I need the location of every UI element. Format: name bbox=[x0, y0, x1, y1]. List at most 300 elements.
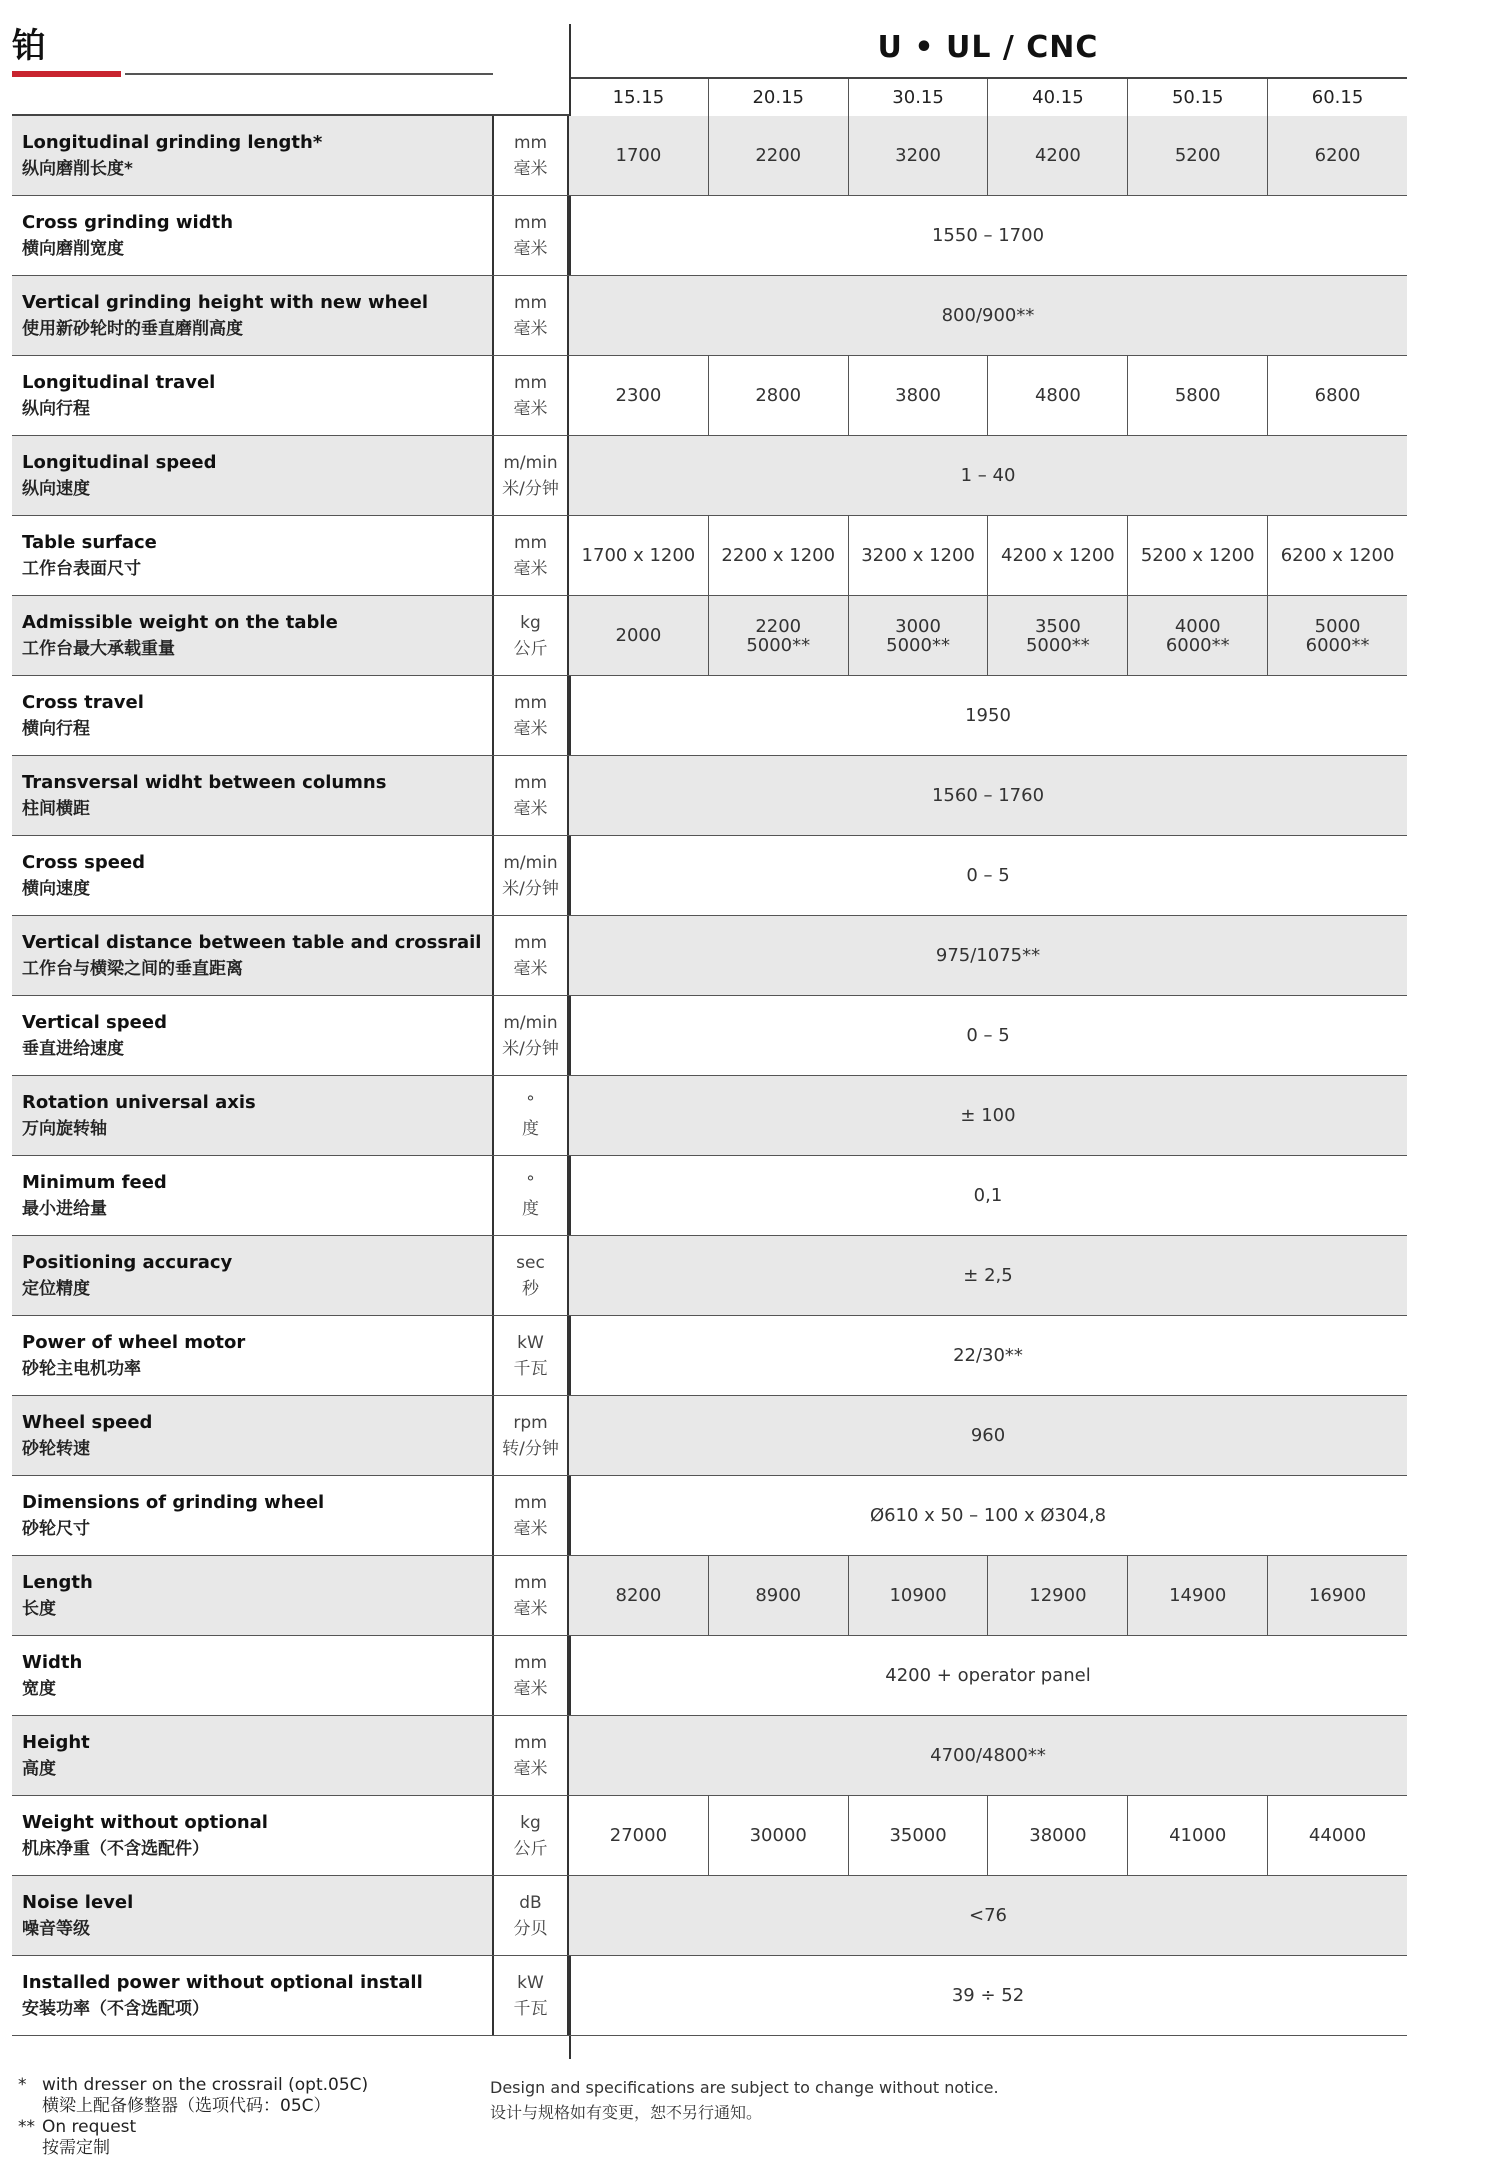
spec-row bbox=[12, 436, 1407, 516]
spec-label bbox=[12, 1396, 492, 1475]
spec-value-merged: ± 2,5 bbox=[963, 1265, 1013, 1286]
spec-row bbox=[12, 996, 1407, 1076]
spec-value-text: 12900 bbox=[1029, 1585, 1087, 1606]
spec-value-merged: 1950 bbox=[965, 705, 1011, 726]
spec-unit bbox=[492, 676, 569, 755]
spec-label-en: Transversal widht between columns bbox=[22, 771, 387, 793]
spec-label-cn: 安装功率（不含选配项） bbox=[22, 1998, 209, 2019]
spec-label bbox=[12, 916, 492, 995]
spec-value-text: 4000 bbox=[1174, 615, 1221, 637]
spec-unit bbox=[492, 516, 569, 595]
model-header-cell: 60.15 bbox=[1311, 87, 1364, 108]
spec-label bbox=[12, 1636, 492, 1715]
spec-unit-en: kW bbox=[517, 1972, 544, 1993]
spec-value-cell bbox=[569, 1796, 709, 1875]
spec-label-en: Cross travel bbox=[22, 691, 144, 713]
spec-value-cell bbox=[849, 1796, 989, 1875]
spec-unit-cn: 千瓦 bbox=[513, 1998, 548, 2019]
spec-label-cn: 砂轮主电机功率 bbox=[22, 1358, 141, 1379]
spec-value-text: 6200 bbox=[1314, 145, 1361, 166]
spec-value-cell bbox=[709, 1556, 849, 1635]
spec-row bbox=[12, 596, 1407, 676]
spec-unit-en: mm bbox=[513, 212, 548, 233]
spec-unit-cn: 毫米 bbox=[513, 958, 548, 979]
spec-unit bbox=[492, 436, 569, 515]
spec-value-cell bbox=[1128, 596, 1268, 675]
model-header-cell: 50.15 bbox=[1128, 79, 1268, 116]
spec-label-en: Admissible weight on the table bbox=[22, 611, 338, 633]
spec-values bbox=[569, 1796, 1407, 1875]
spec-unit bbox=[492, 1316, 569, 1395]
spec-values bbox=[569, 276, 1407, 355]
spec-row bbox=[12, 196, 1407, 276]
spec-label-en: Cross speed bbox=[22, 851, 146, 873]
model-header-row bbox=[569, 79, 1407, 116]
spec-value-text: 4200 bbox=[1034, 145, 1081, 166]
spec-unit bbox=[492, 1556, 569, 1635]
spec-value-text: 2200 bbox=[755, 615, 802, 637]
disclaimer-cn: 设计与规格如有变更，恕不另行通知。 bbox=[490, 2103, 763, 2122]
spec-value-text: 30000 bbox=[749, 1825, 807, 1846]
spec-label-cn: 横向磨削宽度 bbox=[22, 238, 124, 259]
spec-value-cell bbox=[1128, 1796, 1268, 1875]
spec-label-en: Length bbox=[22, 1571, 93, 1593]
spec-value-text: 2000 bbox=[615, 625, 662, 646]
footnote-1 bbox=[18, 2075, 368, 2096]
spec-label bbox=[12, 1956, 492, 2035]
spec-row bbox=[12, 1716, 1407, 1796]
spec-unit-en: ° bbox=[526, 1092, 535, 1113]
series-title: U • UL / CNC bbox=[877, 30, 1099, 65]
spec-row bbox=[12, 1796, 1407, 1876]
spec-value-text: 6200 x 1200 bbox=[1280, 545, 1395, 566]
spec-label bbox=[12, 1156, 492, 1235]
spec-label bbox=[12, 836, 492, 915]
spec-unit-en: mm bbox=[513, 132, 548, 153]
title-accent-bar bbox=[12, 71, 121, 77]
spec-value-cell bbox=[1268, 1556, 1407, 1635]
spec-label-en: Longitudinal travel bbox=[22, 371, 216, 393]
spec-value-text: 8200 bbox=[615, 1585, 662, 1606]
spec-unit-cn: 秒 bbox=[522, 1278, 539, 1299]
spec-unit bbox=[492, 1476, 569, 1555]
model-header-cell: 20.15 bbox=[709, 79, 849, 116]
spec-row bbox=[12, 1076, 1407, 1156]
spec-unit bbox=[492, 756, 569, 835]
spec-values bbox=[569, 116, 1407, 195]
spec-label-cn: 高度 bbox=[22, 1758, 56, 1779]
spec-values bbox=[569, 996, 1407, 1075]
spec-value-cell bbox=[569, 1556, 709, 1635]
spec-label-cn: 工作台最大承载重量 bbox=[22, 638, 175, 659]
spec-value-text: 41000 bbox=[1169, 1825, 1227, 1846]
spec-values bbox=[569, 1476, 1407, 1555]
spec-value-text: 4200 x 1200 bbox=[1001, 545, 1115, 566]
spec-value-cell bbox=[849, 1556, 989, 1635]
spec-value-text: 5800 bbox=[1174, 385, 1221, 406]
spec-label-cn: 纵向行程 bbox=[22, 398, 90, 419]
spec-value-cell bbox=[709, 116, 849, 195]
spec-unit-cn: 公斤 bbox=[513, 1838, 548, 1859]
spec-unit-cn: 毫米 bbox=[513, 1598, 548, 1619]
spec-unit-cn: 米/分钟 bbox=[502, 878, 559, 899]
spec-unit bbox=[492, 1076, 569, 1155]
spec-label bbox=[12, 1716, 492, 1795]
spec-unit-en: rpm bbox=[513, 1412, 548, 1433]
spec-row bbox=[12, 276, 1407, 356]
footnote-mark: ** bbox=[18, 2117, 35, 2137]
spec-label-cn: 砂轮转速 bbox=[22, 1438, 90, 1459]
spec-label-en: Vertical distance between table and crossrail bbox=[22, 931, 482, 953]
spec-value-merged: <76 bbox=[969, 1905, 1007, 1926]
spec-row bbox=[12, 1156, 1407, 1236]
model-header-cell: 40.15 bbox=[988, 79, 1128, 116]
spec-value-cell bbox=[1128, 1556, 1268, 1635]
spec-label bbox=[12, 1796, 492, 1875]
spec-values bbox=[569, 1876, 1407, 1955]
spec-value-cell bbox=[569, 356, 709, 435]
footnote-text-en: with dresser on the crossrail (opt.05C) bbox=[42, 2075, 369, 2095]
spec-label bbox=[12, 1476, 492, 1555]
spec-row bbox=[12, 1956, 1407, 2036]
spec-value-merged: 800/900** bbox=[941, 305, 1035, 326]
spec-value-text: 3800 bbox=[895, 385, 941, 406]
spec-label-en: Longitudinal grinding length* bbox=[22, 131, 323, 153]
spec-row bbox=[12, 676, 1407, 756]
spec-value-merged: 1 – 40 bbox=[960, 465, 1016, 486]
spec-values bbox=[569, 1236, 1407, 1315]
spec-label bbox=[12, 996, 492, 1075]
spec-unit bbox=[492, 596, 569, 675]
spec-value-cell bbox=[1268, 516, 1407, 595]
spec-row bbox=[12, 756, 1407, 836]
spec-value-text: 16900 bbox=[1308, 1585, 1367, 1606]
spec-value-merged: 39 ÷ 52 bbox=[951, 1985, 1025, 2006]
spec-label-en: Installed power without optional install bbox=[22, 1971, 423, 1993]
spec-unit bbox=[492, 1716, 569, 1795]
spec-unit-cn: 毫米 bbox=[513, 718, 548, 739]
spec-value-text: 5000 bbox=[1314, 615, 1361, 637]
spec-unit bbox=[492, 1876, 569, 1955]
spec-value-text: 5000** bbox=[1025, 634, 1090, 656]
spec-value-text: 5200 x 1200 bbox=[1140, 545, 1255, 566]
spec-value-cell bbox=[988, 1796, 1128, 1875]
title-divider bbox=[125, 73, 493, 75]
spec-unit-en: kg bbox=[520, 612, 541, 633]
spec-unit bbox=[492, 1236, 569, 1315]
disclaimer-en: Design and specifications are subject to change without notice. bbox=[490, 2078, 999, 2097]
spec-value-merged: 4700/4800** bbox=[930, 1745, 1046, 1766]
spec-value-text: 8900 bbox=[755, 1585, 802, 1606]
spec-values bbox=[569, 756, 1407, 835]
footnote-text-cn: 按需定制 bbox=[42, 2138, 110, 2158]
spec-label bbox=[12, 1236, 492, 1315]
footnote-mark: * bbox=[18, 2075, 27, 2095]
spec-unit bbox=[492, 1396, 569, 1475]
spec-value-cell bbox=[1128, 516, 1268, 595]
spec-values bbox=[569, 1556, 1407, 1635]
spec-label-cn: 定位精度 bbox=[22, 1278, 90, 1299]
spec-unit-cn: 转/分钟 bbox=[502, 1438, 559, 1459]
spec-label-en: Weight without optional bbox=[22, 1811, 268, 1833]
spec-unit-en: mm bbox=[513, 692, 548, 713]
spec-value-text: 6800 bbox=[1314, 385, 1361, 406]
spec-values bbox=[569, 676, 1407, 755]
spec-row bbox=[12, 116, 1407, 196]
spec-value-text: 38000 bbox=[1029, 1825, 1087, 1846]
spec-label-cn: 机床净重（不含选配件） bbox=[22, 1838, 209, 1859]
spec-label-cn: 最小进给量 bbox=[22, 1198, 107, 1219]
spec-row bbox=[12, 516, 1407, 596]
spec-unit bbox=[492, 356, 569, 435]
spec-row bbox=[12, 1316, 1407, 1396]
spec-unit-cn: 千瓦 bbox=[513, 1358, 548, 1379]
spec-label bbox=[12, 1556, 492, 1635]
spec-label-en: Dimensions of grinding wheel bbox=[22, 1491, 325, 1513]
spec-label bbox=[12, 116, 492, 195]
spec-values bbox=[569, 1076, 1407, 1155]
spec-value-text: 3200 bbox=[895, 145, 941, 166]
spec-unit-en: dB bbox=[519, 1892, 542, 1913]
spec-unit-en: mm bbox=[513, 772, 548, 793]
spec-label-cn: 长度 bbox=[22, 1598, 56, 1619]
spec-values bbox=[569, 1396, 1407, 1475]
spec-label-cn: 纵向速度 bbox=[22, 478, 90, 499]
spec-unit-cn: 毫米 bbox=[513, 1518, 548, 1539]
spec-value-merged: 1550 – 1700 bbox=[931, 225, 1045, 246]
disclaimer bbox=[490, 2075, 999, 2125]
spec-unit bbox=[492, 836, 569, 915]
spec-label-cn: 横向行程 bbox=[22, 718, 90, 739]
spec-label-cn: 工作台表面尺寸 bbox=[22, 558, 141, 579]
spec-unit-cn: 米/分钟 bbox=[502, 1038, 559, 1059]
spec-unit-en: m/min bbox=[503, 452, 558, 473]
spec-unit-en: m/min bbox=[503, 1012, 558, 1033]
spec-value-cell bbox=[709, 356, 849, 435]
spec-row bbox=[12, 1876, 1407, 1956]
spec-label-en: Noise level bbox=[22, 1891, 134, 1913]
spec-label-cn: 使用新砂轮时的垂直磨削高度 bbox=[22, 318, 243, 339]
spec-value-text: 3200 x 1200 bbox=[861, 545, 975, 566]
spec-row bbox=[12, 1476, 1407, 1556]
spec-label bbox=[12, 1316, 492, 1395]
spec-value-text: 3500 bbox=[1034, 615, 1081, 637]
spec-unit-en: mm bbox=[513, 1652, 548, 1673]
spec-value-cell bbox=[569, 516, 709, 595]
spec-values bbox=[569, 596, 1407, 675]
spec-unit-en: sec bbox=[516, 1252, 545, 1273]
spec-label-cn: 宽度 bbox=[22, 1678, 56, 1699]
spec-label-en: Vertical speed bbox=[22, 1011, 167, 1033]
spec-unit bbox=[492, 276, 569, 355]
spec-unit-en: mm bbox=[513, 1732, 548, 1753]
spec-value-cell bbox=[849, 516, 989, 595]
spec-unit-cn: 毫米 bbox=[513, 558, 548, 579]
spec-values bbox=[569, 356, 1407, 435]
spec-label-cn: 噪音等级 bbox=[22, 1918, 90, 1939]
spec-unit bbox=[492, 196, 569, 275]
spec-value-merged: 960 bbox=[970, 1425, 1006, 1446]
spec-label-cn: 万向旋转轴 bbox=[22, 1118, 107, 1139]
spec-value-text: 3000 bbox=[895, 615, 941, 637]
spec-value-cell bbox=[709, 1796, 849, 1875]
spec-unit bbox=[492, 1636, 569, 1715]
spec-table bbox=[12, 116, 1407, 2036]
spec-value-merged: ± 100 bbox=[960, 1105, 1016, 1126]
spec-unit-cn: 毫米 bbox=[513, 158, 548, 179]
spec-unit-cn: 毫米 bbox=[513, 798, 548, 819]
spec-unit-en: mm bbox=[513, 1572, 548, 1593]
spec-value-cell bbox=[569, 596, 709, 675]
spec-value-text: 6000** bbox=[1165, 634, 1230, 656]
spec-label bbox=[12, 676, 492, 755]
spec-values bbox=[569, 1636, 1407, 1715]
spec-value-cell bbox=[988, 516, 1128, 595]
spec-value-merged: 0 – 5 bbox=[966, 1025, 1010, 1046]
footnote-text-en: On request bbox=[42, 2117, 137, 2137]
spec-unit-en: m/min bbox=[503, 852, 558, 873]
spec-unit bbox=[492, 1796, 569, 1875]
spec-unit-cn: 分贝 bbox=[513, 1918, 548, 1939]
spec-row bbox=[12, 356, 1407, 436]
spec-value-cell bbox=[1268, 356, 1407, 435]
spec-value-cell bbox=[849, 356, 989, 435]
spec-values bbox=[569, 1156, 1407, 1235]
spec-values bbox=[569, 196, 1407, 275]
model-header-cell: 30.15 bbox=[849, 79, 989, 116]
spec-value-merged: 1560 – 1760 bbox=[931, 785, 1045, 806]
spec-unit-en: mm bbox=[513, 292, 548, 313]
spec-value-merged: Ø610 x 50 – 100 x Ø304,8 bbox=[869, 1505, 1107, 1526]
spec-value-text: 44000 bbox=[1308, 1825, 1367, 1846]
spec-value-cell bbox=[1268, 596, 1407, 675]
spec-label-en: Vertical grinding height with new wheel bbox=[22, 291, 429, 313]
spec-unit-en: mm bbox=[513, 372, 548, 393]
spec-value-text: 6000** bbox=[1305, 634, 1370, 656]
spec-value-cell bbox=[988, 596, 1128, 675]
spec-label-cn: 砂轮尺寸 bbox=[22, 1518, 90, 1539]
spec-label bbox=[12, 356, 492, 435]
spec-value-cell bbox=[709, 596, 849, 675]
spec-unit-cn: 毫米 bbox=[513, 1758, 548, 1779]
spec-unit bbox=[492, 1956, 569, 2035]
spec-unit-en: kg bbox=[520, 1812, 541, 1833]
footnote-text-cn: 横梁上配备修整器（选项代码：05C） bbox=[42, 2096, 331, 2116]
spec-label bbox=[12, 596, 492, 675]
spec-values bbox=[569, 1316, 1407, 1395]
footnotes bbox=[18, 2075, 368, 2159]
spec-unit-en: kW bbox=[517, 1332, 544, 1353]
spec-label-en: Wheel speed bbox=[22, 1411, 153, 1433]
spec-value-text: 2200 x 1200 bbox=[721, 545, 836, 566]
spec-label-en: Minimum feed bbox=[22, 1171, 167, 1193]
spec-label-cn: 纵向磨削长度* bbox=[22, 158, 133, 179]
spec-value-text: 5000** bbox=[746, 634, 811, 656]
spec-row bbox=[12, 836, 1407, 916]
spec-value-cell bbox=[988, 1556, 1128, 1635]
spec-label-cn: 垂直进给速度 bbox=[22, 1038, 124, 1059]
spec-label-en: Power of wheel motor bbox=[22, 1331, 246, 1353]
model-header-cell: 15.15 bbox=[569, 79, 709, 116]
spec-value-cell bbox=[1128, 356, 1268, 435]
spec-value-merged: 4200 + operator panel bbox=[885, 1665, 1091, 1686]
page-title: 铂 bbox=[12, 26, 46, 66]
spec-value-text: 2200 bbox=[755, 145, 802, 166]
spec-values bbox=[569, 516, 1407, 595]
spec-label bbox=[12, 196, 492, 275]
spec-value-merged: 0,1 bbox=[973, 1185, 1003, 1206]
spec-unit bbox=[492, 996, 569, 1075]
spec-unit-cn: 毫米 bbox=[513, 398, 548, 419]
spec-unit-cn: 米/分钟 bbox=[502, 478, 559, 499]
spec-value-text: 2300 bbox=[615, 385, 662, 406]
spec-label bbox=[12, 516, 492, 595]
spec-values bbox=[569, 1956, 1407, 2035]
spec-unit-en: mm bbox=[513, 532, 548, 553]
spec-label-en: Height bbox=[22, 1731, 90, 1753]
footnote-2 bbox=[18, 2117, 368, 2138]
spec-unit-cn: 度 bbox=[522, 1118, 539, 1139]
spec-values bbox=[569, 1716, 1407, 1795]
spec-row bbox=[12, 1556, 1407, 1636]
spec-label-en: Longitudinal speed bbox=[22, 451, 217, 473]
spec-label bbox=[12, 1076, 492, 1155]
spec-label-en: Table surface bbox=[22, 531, 157, 553]
spec-label bbox=[12, 756, 492, 835]
spec-unit-cn: 毫米 bbox=[513, 238, 548, 259]
spec-value-cell bbox=[988, 116, 1128, 195]
spec-label-cn: 柱间横距 bbox=[22, 798, 90, 819]
spec-row bbox=[12, 1396, 1407, 1476]
spec-value-cell bbox=[1128, 116, 1268, 195]
spec-label-en: Rotation universal axis bbox=[22, 1091, 256, 1113]
spec-unit-en: mm bbox=[513, 1492, 548, 1513]
spec-row bbox=[12, 1636, 1407, 1716]
spec-label bbox=[12, 436, 492, 515]
spec-label-en: Positioning accuracy bbox=[22, 1251, 233, 1273]
spec-value-text: 10900 bbox=[889, 1585, 947, 1606]
spec-value-cell bbox=[1268, 1796, 1407, 1875]
spec-unit bbox=[492, 916, 569, 995]
spec-value-cell bbox=[988, 356, 1128, 435]
spec-label-en: Width bbox=[22, 1651, 83, 1673]
spec-value-merged: 22/30** bbox=[953, 1345, 1023, 1366]
spec-value-merged: 0 – 5 bbox=[966, 865, 1010, 886]
spec-value-text: 27000 bbox=[609, 1825, 668, 1846]
spec-unit-en: ° bbox=[526, 1172, 535, 1193]
spec-values bbox=[569, 916, 1407, 995]
spec-value-text: 35000 bbox=[889, 1825, 947, 1846]
spec-value-cell bbox=[709, 516, 849, 595]
spec-value-cell bbox=[849, 596, 989, 675]
spec-label-en: Cross grinding width bbox=[22, 211, 234, 233]
spec-unit-cn: 公斤 bbox=[513, 638, 548, 659]
spec-unit-cn: 毫米 bbox=[513, 1678, 548, 1699]
spec-value-cell bbox=[1268, 116, 1407, 195]
spec-values bbox=[569, 436, 1407, 515]
spec-value-cell bbox=[849, 116, 989, 195]
spec-label-cn: 工作台与横梁之间的垂直距离 bbox=[22, 958, 243, 979]
spec-value-text: 2800 bbox=[755, 385, 802, 406]
spec-unit bbox=[492, 116, 569, 195]
spec-unit-cn: 毫米 bbox=[513, 318, 548, 339]
spec-value-text: 1700 bbox=[615, 145, 662, 166]
spec-label-cn: 横向速度 bbox=[22, 878, 90, 899]
spec-values bbox=[569, 836, 1407, 915]
spec-value-merged: 975/1075** bbox=[935, 945, 1041, 966]
spec-label bbox=[12, 276, 492, 355]
spec-value-text: 4800 bbox=[1034, 385, 1081, 406]
